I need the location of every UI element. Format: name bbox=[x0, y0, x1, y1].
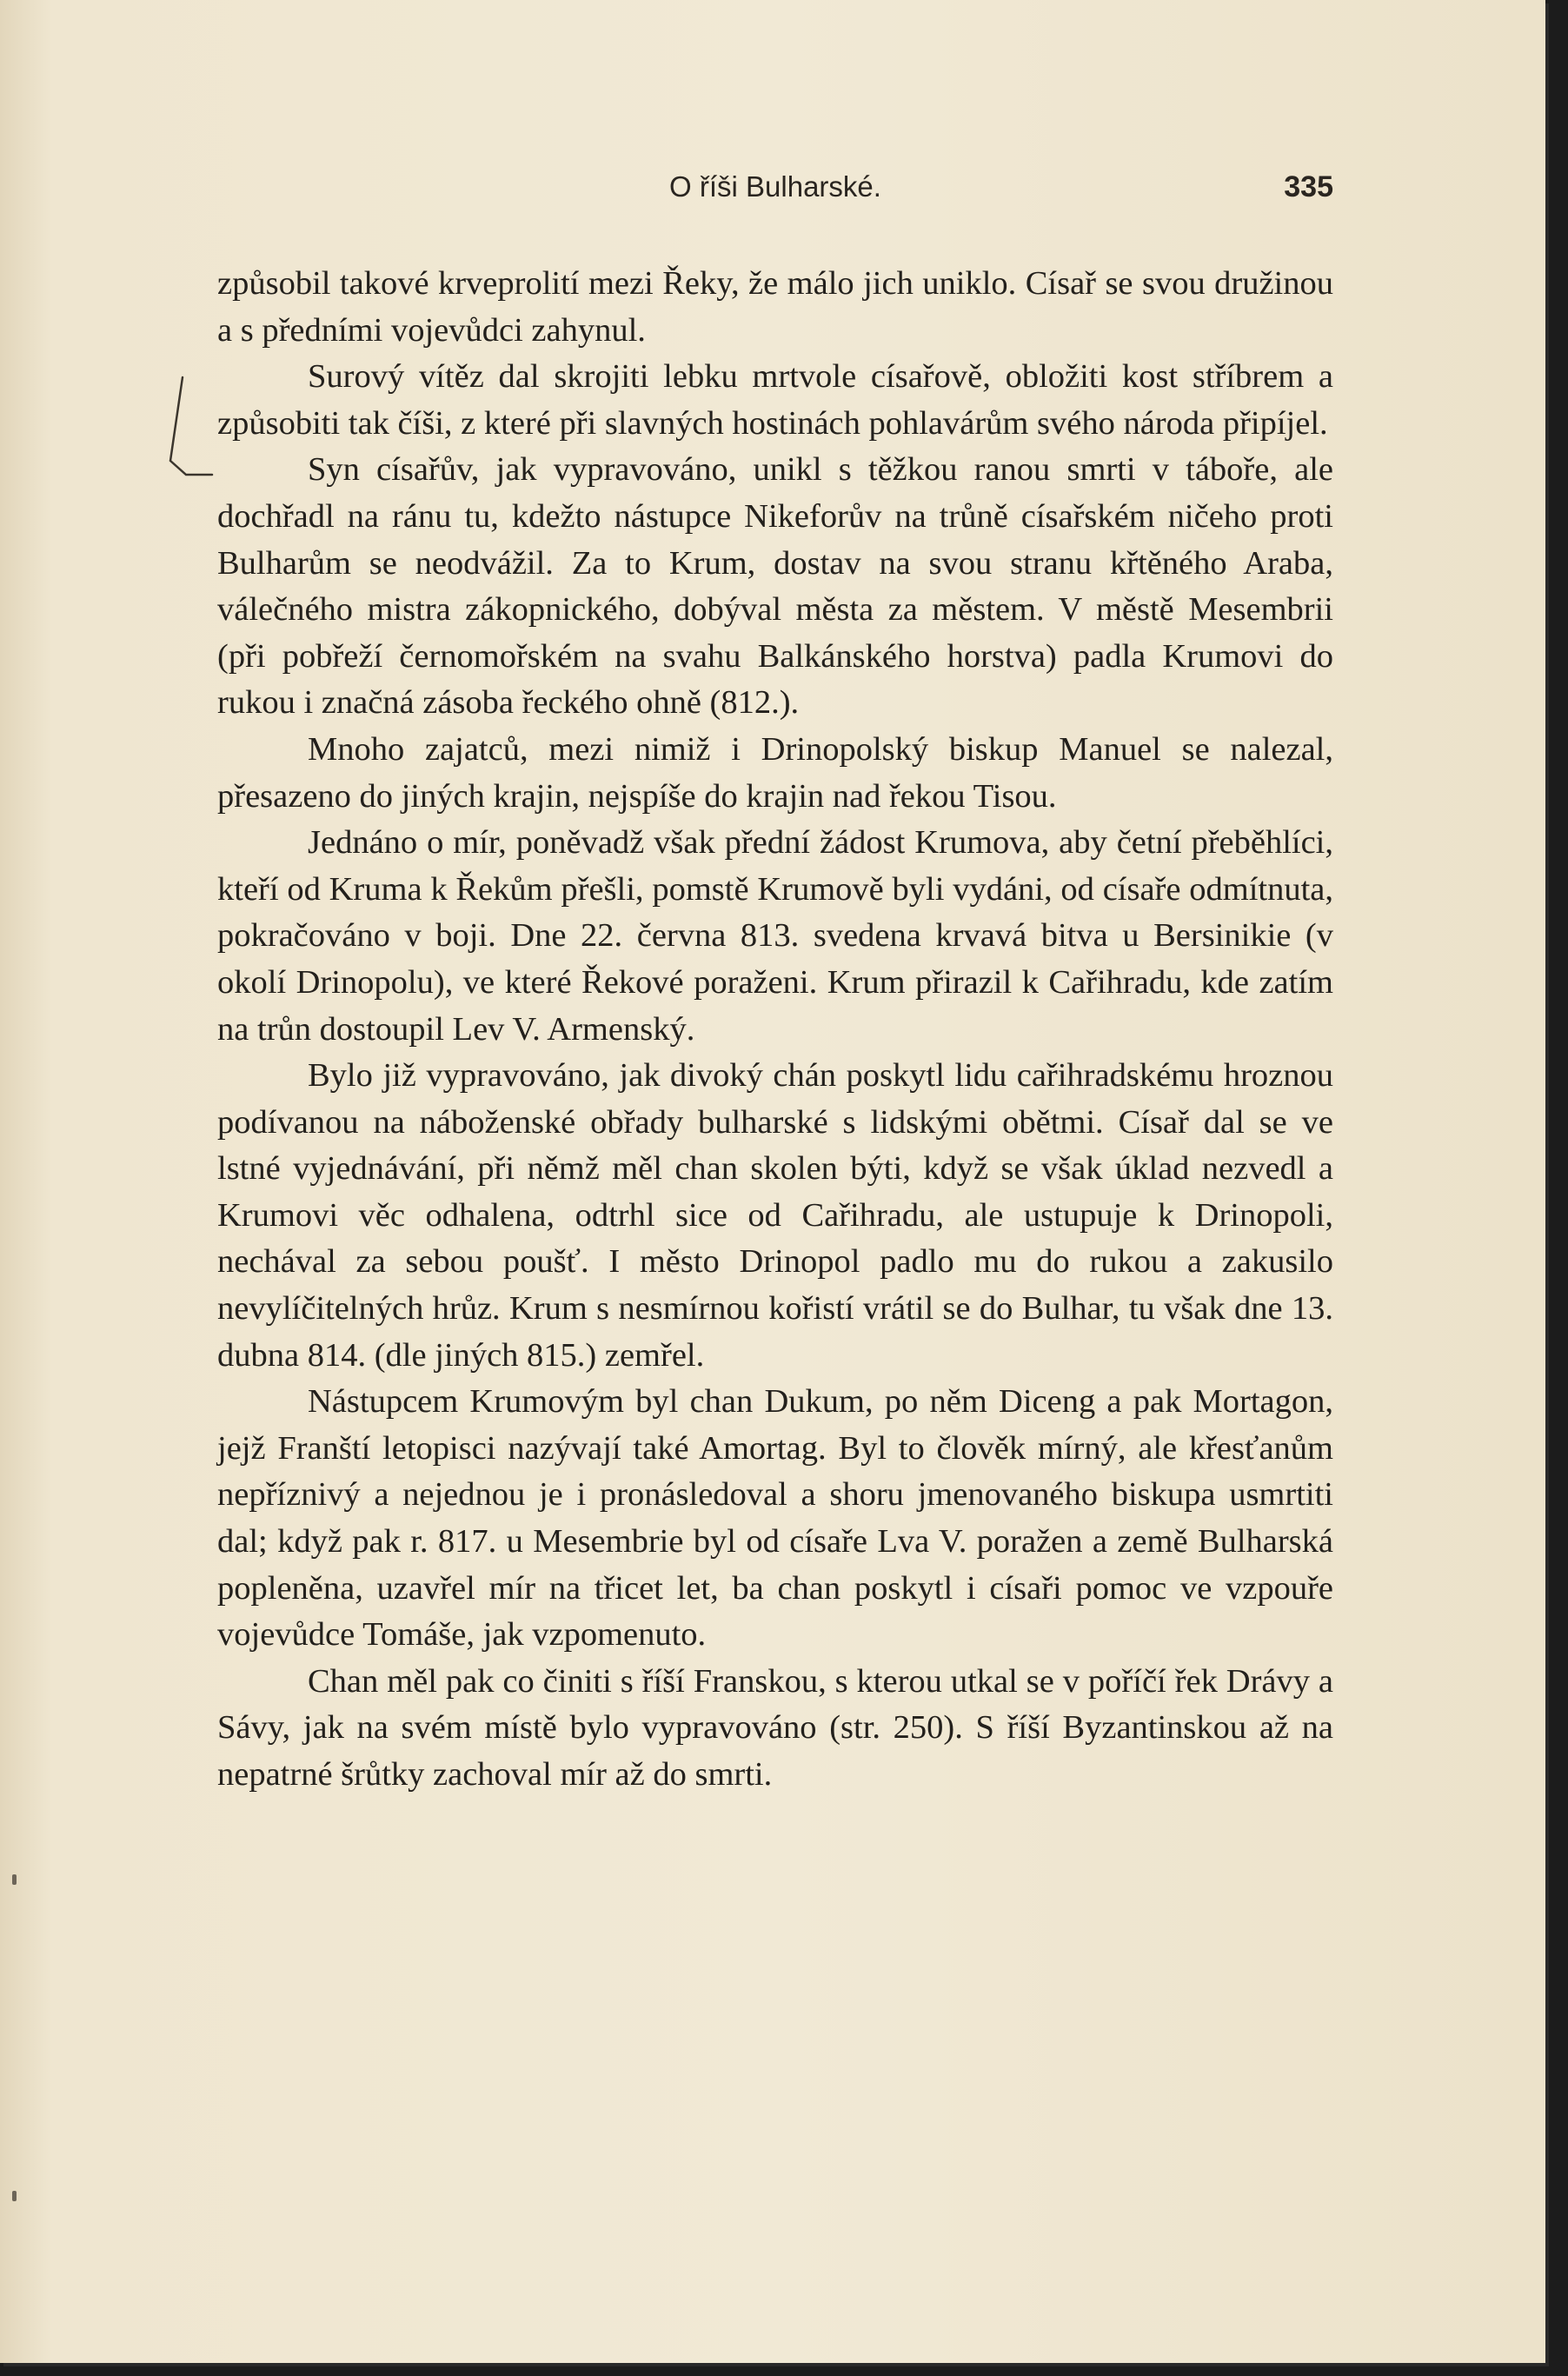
paragraph-8: Chan měl pak co činiti s říší Franskou, s kterou utkal se v poříčí řek Drávy a Sávy, jak na svém místě bylo vypravováno (str. 250). S říší Byzantinskou až na nepatrné šrůtky zachoval mír až do smrti. bbox=[217, 1662, 1333, 1793]
running-head bbox=[217, 170, 1333, 209]
edge-speck bbox=[12, 1874, 17, 1885]
paragraph-1: způsobil takové krveprolití mezi Řeky, že málo jich uniklo. Císař se svou družinou a s předními vojevůdci zahynul. bbox=[217, 265, 1333, 349]
paragraph-4: Mnoho zajatců, mezi nimiž i Drinopolský biskup Manuel se nalezal, přesazeno do jiných krajin, nejspíše do krajin nad řekou Tisou. bbox=[217, 730, 1333, 815]
running-title: O říši Bulharské. bbox=[669, 170, 881, 203]
paragraph-2: Surový vítěz dal skrojiti lebku mrtvole císařově, obložiti kost stříbrem a způsobiti tak číši, z které při slavných hostinách pohlavárům svého národa připíjel. bbox=[217, 358, 1333, 442]
paragraph-7: Nástupcem Krumovým byl chan Dukum, po něm Diceng a pak Mortagon, jejž Franští letopisci nazývají také Amortag. Byl to člověk mírný, ale křesťanům nepříznivý a nejednou je i pronásledoval a shoru jmenovaného biskupa usmrtiti dal; když pak r. 817. u Mesembrie byl od císaře Lva V. poražen a země Bulharská popleněna, uzavřel mír na třicet let, ba chan poskytl i císaři pomoc ve vzpouře vojevůdce Tomáše, jak vzpomenuto. bbox=[217, 1383, 1333, 1654]
paragraph-5: Jednáno o mír, poněvadž však přední žádost Krumova, aby četní přeběhlíci, kteří od Kruma k Řekům přešli, pomstě Krumově byli vydáni, od císaře odmítnuta, pokračováno v boji. Dne 22. června 813. svedena krvavá bitva u Bersinikie (v okolí Drinopolu), ve které Řekové poraženi. Krum přirazil k Cařihradu, kde zatím na trůn dostoupil Lev V. Armenský. bbox=[217, 824, 1333, 1048]
edge-speck bbox=[12, 2191, 17, 2201]
margin-bracket-mark bbox=[163, 372, 216, 485]
paragraph-6: Bylo již vypravováno, jak divoký chán poskytl lidu cařihradskému hroznou podívanou na náboženské obřady bulharské s lidskými obětmi. Císař dal se ve lstné vyjednávání, při němž měl chan skolen býti, když se však úklad nezvedl a Krumovi věc odhalena, odtrhl sice od Cařihradu, ale ustupuje k Drinopoli, nechával za sebou poušť. I město Drinopol padlo mu do rukou a zakusilo nevylíčitelných hrůz. Krum s nesmírnou kořistí vrátil se do Bulhar, tu však dne 13. dubna 814. (dle jiných 815.) zemřel. bbox=[217, 1057, 1333, 1374]
page-number: 335 bbox=[1284, 170, 1333, 203]
paragraph-3: Syn císařův, jak vypravováno, unikl s těžkou ranou smrti v táboře, ale dochřadl na ránu tu, kdežto nástupce Nikeforův na trůně císařském ničeho proti Bulharům se neodvážil. Za to Krum, dostav na svou stranu křtěného Araba, válečného mistra zákopnického, dobýval města za městem. V městě Mesembrii (při pobřeží černomořském na svahu Balkánského horstva) padla Krumovi do rukou i značná zásoba řeckého ohně (812.). bbox=[217, 451, 1333, 722]
body-text bbox=[217, 261, 1333, 1799]
